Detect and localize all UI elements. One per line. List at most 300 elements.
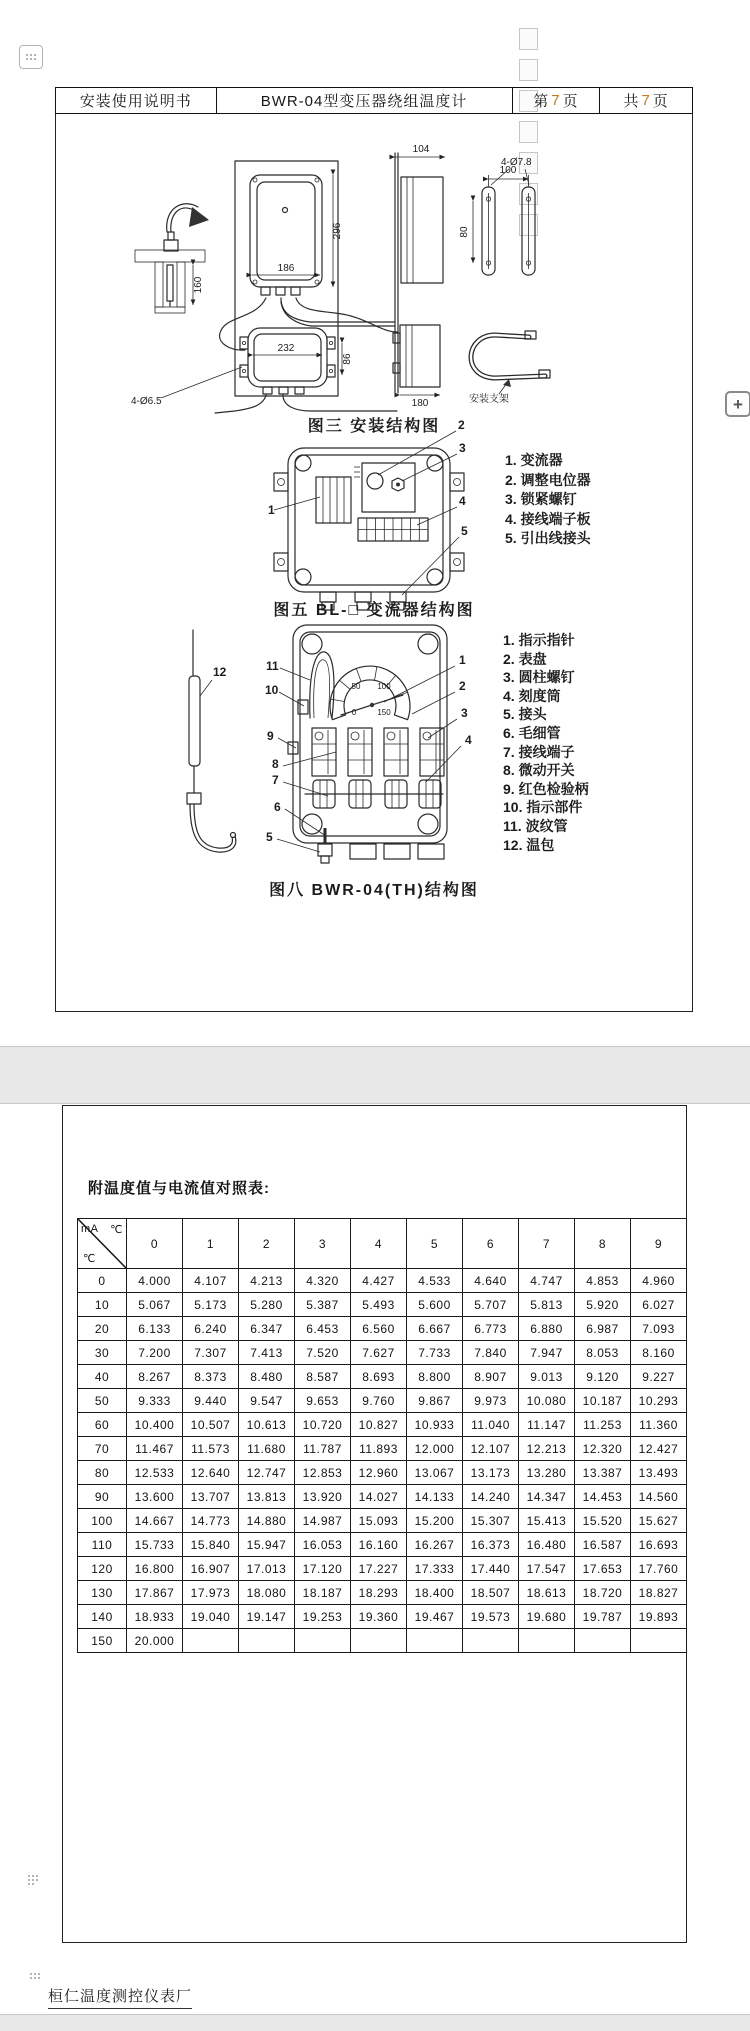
value-cell: 17.120 [295,1557,351,1581]
value-cell: 18.080 [239,1581,295,1605]
dim-label-104: 104 [412,144,430,155]
temperature-probe [187,630,236,852]
transducer-box [274,448,464,592]
value-cell: 4.853 [575,1269,631,1293]
value-cell: 5.280 [239,1293,295,1317]
value-cell: 4.213 [239,1269,295,1293]
value-cell: 19.360 [351,1605,407,1629]
fig3-caption: 图三 安装结构图 [307,418,441,435]
value-cell: 4.107 [183,1269,239,1293]
row-label: 110 [78,1533,127,1557]
parts-list-item: 1. 指示指针 [503,632,575,648]
fig8-thermometer-drawing [160,618,480,876]
col-header: 4 [351,1219,407,1269]
dim-label-holes-7-8: 4-Ø7.8 [501,157,532,168]
fig5-caption: 图五 BL-□ 变流器结构图 [273,602,475,619]
row-label: 90 [78,1485,127,1509]
value-cell: 11.467 [127,1437,183,1461]
col-header: 1 [183,1219,239,1269]
parts-list-item: 4. 接线端子板 [505,510,591,527]
fig8-callout-4: 4 [465,733,472,747]
value-cell: 11.680 [239,1437,295,1461]
fig8-callout-5: 5 [266,830,273,844]
fig8-callout-11: 11 [266,659,279,673]
diagonal-corner-cell [78,1219,127,1269]
value-cell: 8.907 [463,1365,519,1389]
value-cell: 13.707 [183,1485,239,1509]
value-cell: 9.013 [519,1365,575,1389]
value-cell: 16.693 [631,1533,687,1557]
value-cell: 17.973 [183,1581,239,1605]
dots-grid-icon [27,1874,39,1886]
value-cell: 19.040 [183,1605,239,1629]
value-cell: 7.200 [127,1341,183,1365]
value-cell: 17.013 [239,1557,295,1581]
value-cell: 13.067 [407,1461,463,1485]
dim-label-160: 160 [193,276,204,294]
value-cell: 16.907 [183,1557,239,1581]
value-cell: 5.600 [407,1293,463,1317]
fig8-callout-9: 9 [267,729,274,743]
parts-list-item: 11. 波纹管 [503,817,568,834]
fig5-callout-4: 4 [459,494,466,508]
value-cell: 17.440 [463,1557,519,1581]
value-cell: 13.493 [631,1461,687,1485]
row-label: 70 [78,1437,127,1461]
value-cell: 5.920 [575,1293,631,1317]
value-cell: 15.520 [575,1509,631,1533]
value-cell: 14.560 [631,1485,687,1509]
value-cell: 15.307 [463,1509,519,1533]
value-cell: 7.307 [183,1341,239,1365]
page-number: 7 [551,92,561,109]
dial-number: 0 [351,708,357,717]
value-cell: 17.867 [127,1581,183,1605]
value-cell: 5.067 [127,1293,183,1317]
table-row [78,1461,687,1485]
row-label: 50 [78,1389,127,1413]
value-cell: 10.613 [239,1413,295,1437]
col-header: 6 [463,1219,519,1269]
fig3-installation-drawing [95,115,555,425]
add-page-button[interactable]: + [725,391,750,417]
dial-number: 150 [377,708,391,717]
total-label-prefix: 共 [623,93,640,110]
temperature-current-table [77,1218,687,1653]
body-unit-label: mA [81,1223,99,1235]
value-cell: 8.587 [295,1365,351,1389]
side-view [393,144,445,409]
table-row [78,1389,687,1413]
value-cell: 7.947 [519,1341,575,1365]
value-cell: 9.440 [183,1389,239,1413]
value-cell: 18.827 [631,1581,687,1605]
value-cell: 13.280 [519,1461,575,1485]
table-row [78,1413,687,1437]
row-label: 140 [78,1605,127,1629]
table-header-row [78,1219,687,1269]
value-cell: 14.453 [575,1485,631,1509]
value-cell: 5.707 [463,1293,519,1317]
row-label: 100 [78,1509,127,1533]
value-cell: 5.813 [519,1293,575,1317]
value-cell: 6.987 [575,1317,631,1341]
table-row [78,1341,687,1365]
value-cell: 4.747 [519,1269,575,1293]
value-cell: 9.547 [239,1389,295,1413]
table-row [78,1365,687,1389]
value-cell: 18.720 [575,1581,631,1605]
value-cell: 12.107 [463,1437,519,1461]
parts-list-item: 12. 温包 [503,836,555,853]
fig5-parts-list [505,451,591,549]
value-cell: 16.267 [407,1533,463,1557]
value-cell: 8.800 [407,1365,463,1389]
value-cell: 4.533 [407,1269,463,1293]
column-unit-label: ℃ [110,1224,123,1236]
value-cell: 15.733 [127,1533,183,1557]
dim-label-180: 180 [411,398,429,409]
dim-label-80: 80 [459,226,470,238]
dim-label-holes-6-5: 4-Ø6.5 [131,396,162,407]
table-row [78,1317,687,1341]
col-header: 7 [519,1219,575,1269]
parts-list-item: 3. 圆柱螺钉 [503,669,575,686]
dial-assembly [330,666,410,720]
dim-label-296: 296 [332,222,343,240]
value-cell: 10.827 [351,1413,407,1437]
parts-list-item: 10. 指示部件 [503,799,583,816]
value-cell: 14.027 [351,1485,407,1509]
parts-list-item: 2. 调整电位器 [505,471,591,488]
value-cell: 19.573 [463,1605,519,1629]
value-cell: 19.467 [407,1605,463,1629]
col-header: 9 [631,1219,687,1269]
fig8-callout-10: 10 [265,683,279,697]
fig5-callout-2: 2 [458,418,465,432]
table-row [78,1581,687,1605]
dim-label-86: 86 [342,353,353,365]
row-label: 60 [78,1413,127,1437]
value-cell: 11.360 [631,1413,687,1437]
value-cell: 7.520 [295,1341,351,1365]
bellows-part [288,652,334,754]
table-row [78,1269,687,1293]
value-cell: 18.613 [519,1581,575,1605]
value-cell: 5.173 [183,1293,239,1317]
value-cell: 6.453 [295,1317,351,1341]
dial-number: 100 [377,682,391,691]
fig8-callout-7: 7 [272,773,279,787]
value-cell: 16.480 [519,1533,575,1557]
conversion-table-title: 附温度值与电流值对照表: [88,1180,270,1197]
value-cell: 9.760 [351,1389,407,1413]
value-cell: 8.267 [127,1365,183,1389]
manufacturer-footer: 桓仁温度测控仪表厂 [48,1985,192,2009]
value-cell [351,1629,407,1653]
value-cell: 11.893 [351,1437,407,1461]
value-cell: 13.600 [127,1485,183,1509]
header-cell-product-title: BWR-04型变压器绕组温度计 [216,88,512,113]
value-cell: 10.080 [519,1389,575,1413]
value-cell: 20.000 [127,1629,183,1653]
parts-list-item: 3. 锁紧螺钉 [505,491,577,507]
value-cell: 16.053 [295,1533,351,1557]
fig8-callout-1: 1 [459,653,466,667]
value-cell: 7.093 [631,1317,687,1341]
table-row [78,1485,687,1509]
value-cell: 6.880 [519,1317,575,1341]
value-cell: 11.787 [295,1437,351,1461]
parts-list-item: 7. 接线端子 [503,743,575,760]
value-cell: 18.933 [127,1605,183,1629]
row-label: 30 [78,1341,127,1365]
value-cell: 15.093 [351,1509,407,1533]
value-cell: 17.653 [575,1557,631,1581]
value-cell: 12.533 [127,1461,183,1485]
value-cell: 11.253 [575,1413,631,1437]
value-cell: 8.053 [575,1341,631,1365]
value-cell: 15.947 [239,1533,295,1557]
conversion-table-body [78,1269,687,1653]
drag-handle-icon[interactable] [19,45,43,69]
fig8-leader-lines [277,666,461,852]
header-cell-doc-type: 安装使用说明书 [79,93,192,110]
value-cell: 9.973 [463,1389,519,1413]
micro-switches [312,728,444,776]
value-cell: 19.253 [295,1605,351,1629]
table-row [78,1605,687,1629]
value-cell [183,1629,239,1653]
value-cell: 12.213 [519,1437,575,1461]
fig8-callout-12: 12 [213,665,227,679]
value-cell: 10.933 [407,1413,463,1437]
value-cell: 19.893 [631,1605,687,1629]
value-cell: 6.773 [463,1317,519,1341]
value-cell: 6.133 [127,1317,183,1341]
value-cell: 9.867 [407,1389,463,1413]
value-cell: 16.587 [575,1533,631,1557]
row-label: 80 [78,1461,127,1485]
row-label: 10 [78,1293,127,1317]
scan-hole-mark [519,59,538,81]
value-cell: 6.027 [631,1293,687,1317]
value-cell: 14.773 [183,1509,239,1533]
value-cell [239,1629,295,1653]
value-cell: 14.880 [239,1509,295,1533]
value-cell: 12.000 [407,1437,463,1461]
value-cell [519,1629,575,1653]
value-cell: 9.333 [127,1389,183,1413]
value-cell: 5.387 [295,1293,351,1317]
value-cell: 10.187 [575,1389,631,1413]
value-cell: 14.347 [519,1485,575,1509]
value-cell: 4.960 [631,1269,687,1293]
col-header: 2 [239,1219,295,1269]
page-label-prefix: 第 [533,93,550,110]
value-cell: 11.147 [519,1413,575,1437]
table-row [78,1509,687,1533]
col-header: 5 [407,1219,463,1269]
value-cell: 17.760 [631,1557,687,1581]
dim-label-100: 100 [499,165,517,176]
value-cell: 10.400 [127,1413,183,1437]
manual-header-table [55,87,693,114]
drag-handle-icon[interactable] [24,1970,46,1982]
total-pages-number: 7 [641,92,651,109]
value-cell: 12.853 [295,1461,351,1485]
value-cell: 19.680 [519,1605,575,1629]
header-cell-page-number [512,88,600,113]
table-row [78,1533,687,1557]
thermowell-wall-section [135,204,209,313]
value-cell: 19.147 [239,1605,295,1629]
dots-grid-icon [29,1972,41,1980]
parts-list-item: 1. 变流器 [505,452,563,468]
table-row [78,1557,687,1581]
value-cell: 6.347 [239,1317,295,1341]
value-cell: 15.840 [183,1533,239,1557]
value-cell: 4.320 [295,1269,351,1293]
value-cell: 5.493 [351,1293,407,1317]
value-cell: 17.547 [519,1557,575,1581]
value-cell: 10.293 [631,1389,687,1413]
value-cell: 10.507 [183,1413,239,1437]
header-cell-total-pages [599,88,692,113]
total-label-suffix: 页 [652,93,669,110]
terminal-strip-part [358,518,428,541]
value-cell: 9.227 [631,1365,687,1389]
value-cell: 6.667 [407,1317,463,1341]
value-cell: 8.160 [631,1341,687,1365]
col-header: 0 [127,1219,183,1269]
value-cell [295,1629,351,1653]
table-row [78,1437,687,1461]
value-cell: 14.987 [295,1509,351,1533]
parts-list-item: 5. 接头 [503,706,547,723]
value-cell: 10.720 [295,1413,351,1437]
fig5-callout-3: 3 [459,441,466,455]
dots-grid-icon [25,53,37,61]
scan-hole-mark [519,28,538,50]
value-cell: 12.320 [575,1437,631,1461]
fig5-callout-1: 1 [268,503,275,517]
parts-list-item: 6. 毛细管 [503,724,561,741]
bracket-label: 安装支架 [469,394,509,405]
value-cell: 9.120 [575,1365,631,1389]
table-row [78,1293,687,1317]
value-cell: 15.413 [519,1509,575,1533]
value-cell: 13.920 [295,1485,351,1509]
row-unit-label: ℃ [83,1253,96,1265]
dim-label-232: 232 [277,343,295,354]
value-cell: 12.747 [239,1461,295,1485]
row-label: 130 [78,1581,127,1605]
value-cell: 8.693 [351,1365,407,1389]
value-cell: 18.187 [295,1581,351,1605]
value-cell: 17.227 [351,1557,407,1581]
fig8-caption: 图八 BWR-04(TH)结构图 [269,882,479,899]
row-label: 120 [78,1557,127,1581]
value-cell: 18.507 [463,1581,519,1605]
fig5-transducer-drawing [170,415,480,600]
transformer-part [316,477,351,523]
value-cell: 4.640 [463,1269,519,1293]
fig8-callout-6: 6 [274,800,281,814]
value-cell [407,1629,463,1653]
value-cell: 12.960 [351,1461,407,1485]
row-label: 40 [78,1365,127,1389]
value-cell: 15.200 [407,1509,463,1533]
value-cell: 7.733 [407,1341,463,1365]
value-cell: 16.800 [127,1557,183,1581]
value-cell: 17.333 [407,1557,463,1581]
value-cell: 12.427 [631,1437,687,1461]
value-cell [463,1629,519,1653]
value-cell: 6.240 [183,1317,239,1341]
value-cell: 19.787 [575,1605,631,1629]
value-cell: 11.573 [183,1437,239,1461]
value-cell: 14.240 [463,1485,519,1509]
row-label: 0 [78,1269,127,1293]
mounting-bracket [469,331,550,405]
table-row [78,1629,687,1653]
parts-list-item: 4. 刻度筒 [503,687,561,704]
dim-label-186: 186 [277,263,295,274]
fig8-callout-8: 8 [272,757,279,771]
fig8-callout-3: 3 [461,706,468,720]
value-cell: 4.000 [127,1269,183,1293]
value-cell: 18.400 [407,1581,463,1605]
value-cell: 13.813 [239,1485,295,1509]
value-cell: 13.387 [575,1461,631,1485]
value-cell: 4.427 [351,1269,407,1293]
value-cell: 16.373 [463,1533,519,1557]
parts-list-item: 9. 红色检验柄 [503,780,589,797]
value-cell: 11.040 [463,1413,519,1437]
fig5-callout-5: 5 [461,524,468,538]
value-cell: 13.173 [463,1461,519,1485]
page-label-suffix: 页 [562,93,579,110]
value-cell [575,1629,631,1653]
value-cell: 7.413 [239,1341,295,1365]
dial-number: 50 [351,682,361,691]
value-cell: 14.667 [127,1509,183,1533]
value-cell: 15.627 [631,1509,687,1533]
value-cell: 8.373 [183,1365,239,1389]
fig8-parts-list [503,631,589,854]
value-cell: 14.133 [407,1485,463,1509]
value-cell: 8.480 [239,1365,295,1389]
value-cell: 7.840 [463,1341,519,1365]
potentiometer-part [354,463,415,512]
drag-handle-icon[interactable] [20,1872,46,1888]
value-cell: 16.160 [351,1533,407,1557]
row-label: 20 [78,1317,127,1341]
junction-box [131,328,353,407]
fig8-callout-2: 2 [459,679,466,693]
row-label: 150 [78,1629,127,1653]
mounting-bars [459,157,535,275]
value-cell: 12.640 [183,1461,239,1485]
value-cell: 9.653 [295,1389,351,1413]
terminal-row [305,780,443,808]
value-cell [631,1629,687,1653]
value-cell: 7.627 [351,1341,407,1365]
value-cell: 6.560 [351,1317,407,1341]
col-header: 3 [295,1219,351,1269]
value-cell: 18.293 [351,1581,407,1605]
